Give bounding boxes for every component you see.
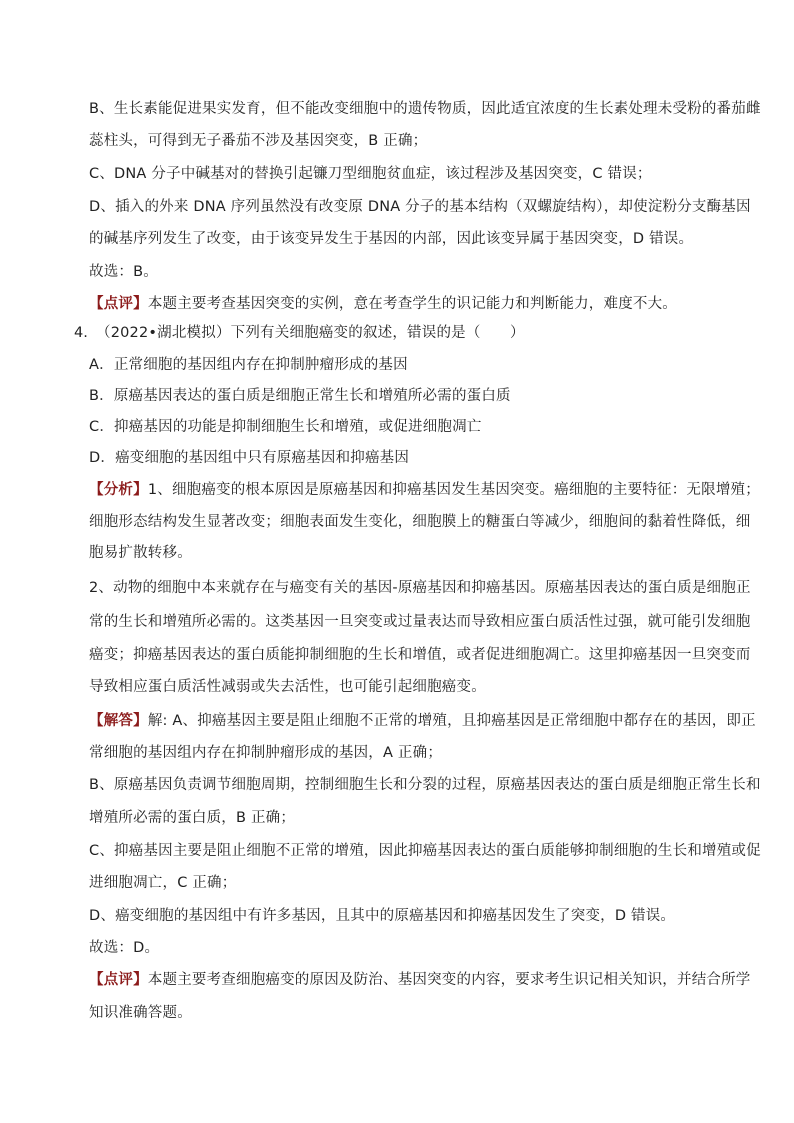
prev-option-d-line1: D、插入的外来 DNA 序列虽然没有改变原 DNA 分子的基本结构（双螺旋结构），却使淀粉分支酶基因 [89, 199, 751, 215]
question-stem: （2022•湖北模拟）下列有关细胞癌变的叙述，错误的是（ ） [96, 325, 525, 341]
prev-answer: 故选：B。 [89, 264, 158, 280]
prev-option-b-line2: 蕊柱头，可得到无子番茄不涉及基因突变，B 正确； [89, 133, 428, 149]
solution-tag: 【解答】 [89, 713, 148, 729]
analysis-text1: 1、细胞癌变的根本原因是原癌基因和抑癌基因发生基因突变。癌细胞的主要特征：无限增殖； [147, 482, 760, 498]
analysis2-line2: 常的生长和增殖所必需的。这类基因一旦突变或过量表达而导致相应蛋白质活性过强，就可能引发细胞 [89, 614, 751, 630]
analysis2-line1: 2、动物的细胞中本来就存在与癌变有关的基因-原癌基因和抑癌基因。原癌基因表达的蛋白质是细胞正 [89, 580, 751, 596]
analysis-line2: 细胞形态结构发生显著改变；细胞表面发生变化，细胞膜上的糖蛋白等减少，细胞间的黏着性降低，细 [89, 514, 751, 530]
solution-a-text: 解: A、抑癌基因主要是阻止细胞不正常的增殖，且抑癌基因是正常细胞中都存在的基因，即正 [147, 713, 756, 729]
solution-b-line2: 增殖所必需的蛋白质，B 正确； [89, 810, 296, 826]
prev-option-d-line2: 的碱基序列发生了改变，由于该变异发生于基因的内部，因此该变异属于基因突变，D 错误。 [89, 231, 694, 247]
solution-a-line2: 常细胞的基因组内存在抑制肿瘤形成的基因，A 正确； [89, 745, 443, 761]
solution-a-line1 [89, 711, 756, 731]
solution-c-line1: C、抑癌基因主要是阻止细胞不正常的增殖，因此抑癌基因表达的蛋白质能够抑制细胞的生长和增殖或促 [89, 843, 761, 859]
solution-d-line: D、癌变细胞的基因组中有许多基因，且其中的原癌基因和抑癌基因发生了突变，D 错误。 [89, 908, 676, 924]
comment-text-q4: 本题主要考查细胞癌变的原因及防治、基因突变的内容，要求考生识记相关知识，并结合所学 [147, 972, 751, 988]
solution-b-line1: B、原癌基因负责调节细胞周期，控制细胞生长和分裂的过程，原癌基因表达的蛋白质是细胞正常生长和 [89, 777, 761, 793]
option-b: B．原癌基因表达的蛋白质是细胞正常生长和增殖所必需的蛋白质 [89, 388, 511, 404]
prev-option-c-line: C、DNA 分子中碱基对的替换引起镰刀型细胞贫血症，该过程涉及基因突变，C 错误； [89, 166, 652, 182]
option-c: C．抑癌基因的功能是抑制细胞生长和增殖，或促进细胞凋亡 [89, 419, 482, 435]
analysis-line1 [89, 480, 760, 500]
prev-option-b-line1: B、生长素能促进果实发育，但不能改变细胞中的遗传物质，因此适宜浓度的生长素处理未受粉的番茄雌 [89, 101, 761, 117]
analysis2-line3: 癌变；抑癌基因表达的蛋白质能抑制细胞的生长和增值，或者促进细胞凋亡。这里抑癌基因一旦突变而 [89, 647, 751, 663]
comment-line2: 知识准确答题。 [89, 1005, 192, 1021]
prev-comment [89, 294, 677, 314]
comment-line1 [89, 970, 751, 990]
comment-tag: 【点评】 [89, 296, 148, 312]
question-number: 4. [74, 325, 88, 341]
comment-text: 本题主要考查基因突变的实例，意在考查学生的识记能力和判断能力，难度不大。 [147, 296, 678, 312]
analysis2-line4: 导致相应蛋白质活性减弱或失去活性，也可能引起细胞癌变。 [89, 679, 486, 695]
answer: 故选：D。 [89, 940, 160, 956]
analysis-tag: 【分析】 [89, 482, 148, 498]
comment-tag-q4: 【点评】 [89, 972, 148, 988]
option-d: D．癌变细胞的基因组中只有原癌基因和抑癌基因 [89, 450, 410, 466]
solution-c-line2: 进细胞凋亡，C 正确； [89, 875, 237, 891]
analysis-line3: 胞易扩散转移。 [89, 545, 192, 561]
option-a: A．正常细胞的基因组内存在抑制肿瘤形成的基因 [89, 357, 408, 373]
